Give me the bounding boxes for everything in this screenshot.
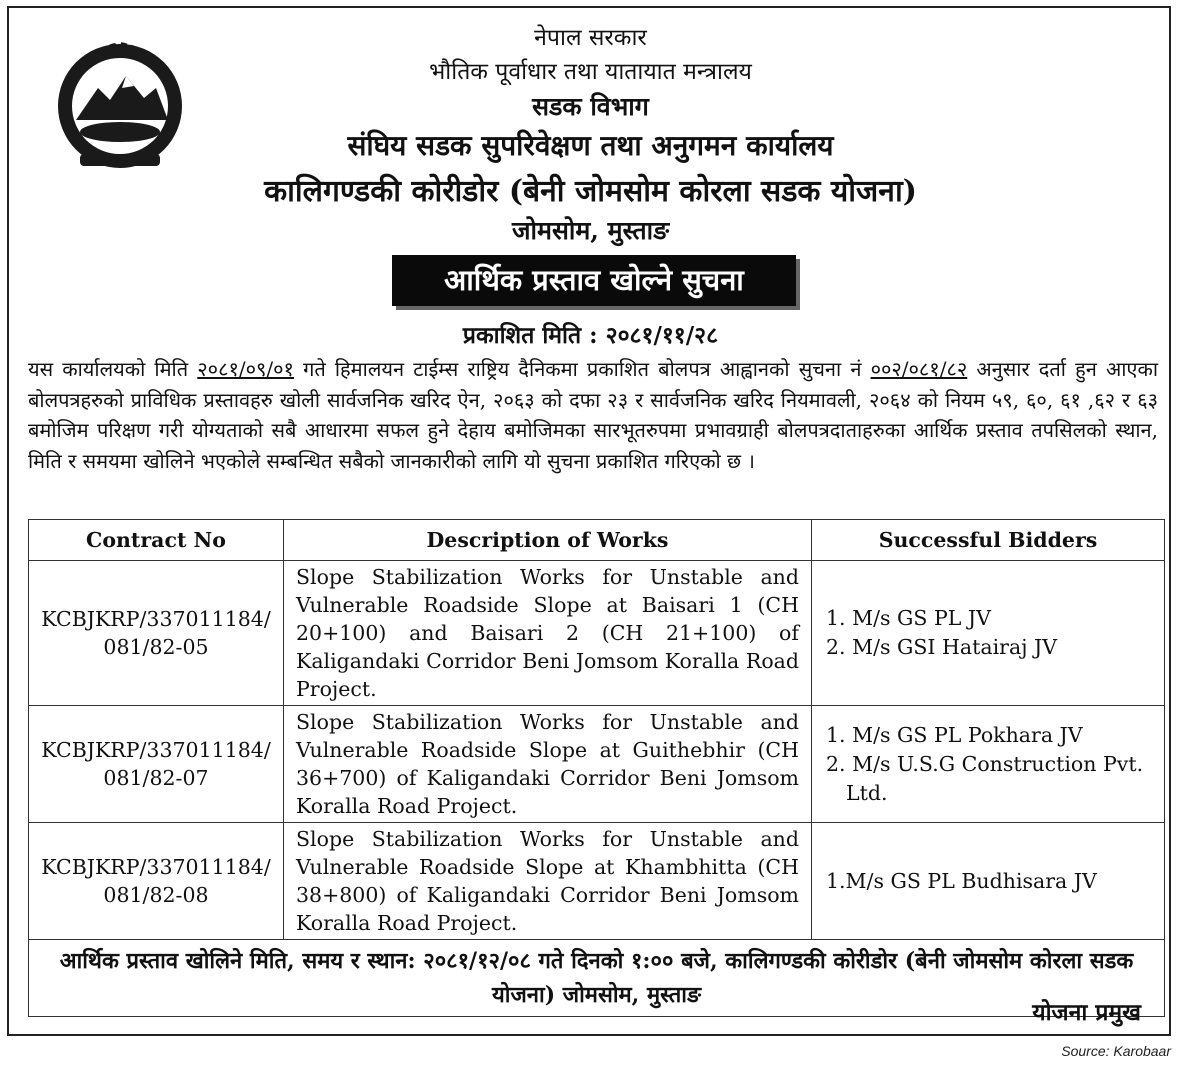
notice-title-banner: आर्थिक प्रस्ताव खोल्ने सुचना [392, 255, 796, 306]
header-description: Description of Works [284, 520, 812, 561]
body-text-2: गते हिमालयन टाईम्स राष्ट्रिय दैनिकमा प्रकाशित बोलपत्र आह्वानको सुचना नं [293, 357, 871, 381]
table-row [29, 561, 1165, 706]
table-footer-row [29, 940, 1165, 1017]
government-name: नेपाल सरकार [534, 25, 647, 51]
table-header-row [29, 520, 1165, 561]
bidder-item: 2. M/s U.S.G Construction Pvt. [826, 751, 1144, 776]
contract-no-line2: 081/82-08 [103, 883, 209, 907]
contract-no-line2: 081/82-07 [103, 766, 209, 790]
bidders-cell [812, 706, 1165, 823]
body-notice-no: ००२/०८१/८२ [870, 357, 968, 381]
contract-no-line1: KCBJKRP/337011184/ [41, 607, 271, 631]
body-date-ref: २०८१/०९/०१ [197, 357, 294, 381]
body-text-1: यस कार्यालयको मिति [28, 357, 198, 381]
bidder-item-continued: Ltd. [846, 780, 888, 805]
contract-no-line1: KCBJKRP/337011184/ [41, 738, 271, 762]
bidders-cell [812, 561, 1165, 706]
published-date [0, 318, 1181, 350]
published-value: २०८१/११/२८ [605, 322, 719, 349]
project-name: कालिगण्डकी कोरीडोर (बेनी जोमसोम कोरला सडक योजना) [264, 174, 917, 209]
description-cell: Slope Stabilization Works for Unstable and Vulnerable Roadside Slope at Guithebhir (CH 36+700) of Kaligandaki Corridor Beni Jomsom Koralla Road Project. [284, 706, 812, 823]
bidder-item: 1. M/s GS PL JV [826, 606, 991, 630]
published-label: प्रकाशित मिति : [462, 322, 598, 349]
source-credit: Source: Karobaar [1061, 1043, 1171, 1059]
description-cell: Slope Stabilization Works for Unstable and Vulnerable Roadside Slope at Baisari 1 (CH 20+100) and Baisari 2 (CH 21+100) of Kaligandaki Corridor Beni Jomsom Koralla Road Project. [284, 561, 812, 706]
bidders-cell [812, 823, 1165, 940]
department-name: सडक विभाग [532, 92, 649, 121]
table-row [29, 706, 1165, 823]
contract-no-cell [29, 823, 284, 940]
description-cell: Slope Stabilization Works for Unstable and Vulnerable Roadside Slope at Khambhitta (CH 38+800) of Kaligandaki Corridor Beni Jomsom Koralla Road Project. [284, 823, 812, 940]
notice-body [28, 354, 1158, 476]
header-bidders: Successful Bidders [812, 520, 1165, 561]
bidder-item: 2. M/s GSI Hatairaj JV [826, 635, 1058, 659]
contract-no-cell [29, 706, 284, 823]
bidder-item: 1. M/s GS PL Pokhara JV [826, 722, 1083, 747]
contract-no-cell [29, 561, 284, 706]
signature-chief: योजना प्रमुख [1032, 999, 1141, 1026]
ministry-name: भौतिक पूर्वाधार तथा यातायात मन्त्रालय [429, 59, 752, 85]
opening-schedule: आर्थिक प्रस्ताव खोलिने मिति, समय र स्थान: २०८१/१२/०८ गते दिनको १:०० बजे, कालिगण्डकी कोरीडोर (बेनी जोमसोम कोरला सडक योजना) जोमसोम, मुस्ताङ [29, 940, 1165, 1017]
body-text-3: अनुसार दर्ता हुन आएका बोलपत्रहरुको प्राविधिक प्रस्तावहरु खोली सार्वजनिक खरिद ऐन, २०६३ को दफा २३ र सार्वजनिक खरिद नियमावली, २०६४ को नियम ५९, ६०, ६१ ,६२ र ६३ बमोजिम परिक्षण गरी योग्यताको सबै आधारमा सफल हुने देहाय बमोजिमका सारभूतरुपमा प्रभावग्राही बोलपत्रदाताहरुका आर्थिक प्रस्ताव तपसिलको स्थान, मिति र समयमा खोलिने भएकोले सम्बन्धित सबैको जानकारीको लागि यो सुचना प्रकाशित गरिएको छ । [28, 357, 1158, 473]
contract-no-line1: KCBJKRP/337011184/ [41, 855, 271, 879]
table-row [29, 823, 1165, 940]
office-name: संघिय सडक सुपरिवेक्षण तथा अनुगमन कार्यालय [347, 129, 834, 162]
contract-no-line2: 081/82-05 [103, 635, 209, 659]
header-contract-no: Contract No [29, 520, 284, 561]
works-table [28, 519, 1165, 1017]
office-location: जोमसोम, मुस्ताङ [511, 216, 670, 245]
bidder-item: 1.M/s GS PL Budhisara JV [826, 868, 1097, 893]
